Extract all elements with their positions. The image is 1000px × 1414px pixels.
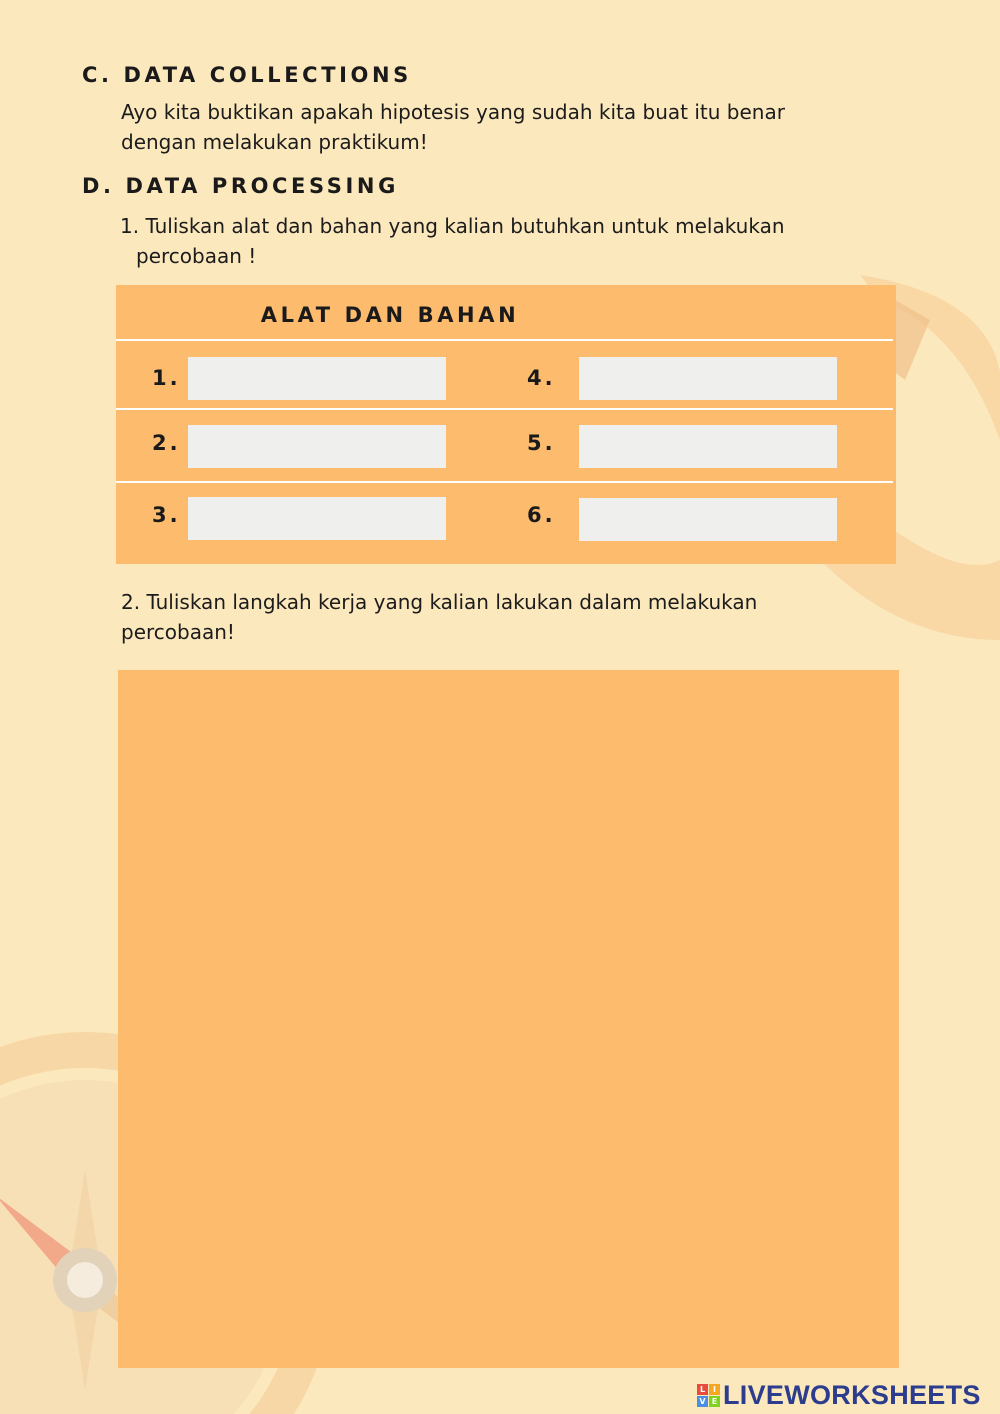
liveworksheets-logo-icon [697,1384,720,1407]
material-input-1[interactable] [188,357,446,400]
table-divider [116,339,893,341]
material-input-4[interactable] [579,357,837,400]
item-number-2: 2. [152,431,181,455]
section-c-text-line2: dengan melakukan praktikum! [121,130,428,154]
material-input-3[interactable] [188,497,446,540]
section-c-text-line1: Ayo kita buktikan apakah hipotesis yang sudah kita buat itu benar [121,100,785,124]
procedure-answer-field[interactable] [118,670,899,1368]
material-input-5[interactable] [579,425,837,468]
material-input-6[interactable] [579,498,837,541]
question-1-line1: 1. Tuliskan alat dan bahan yang kalian butuhkan untuk melakukan [120,214,785,238]
logo-letter: I [709,1384,720,1395]
item-number-3: 3. [152,503,181,527]
logo-letter: L [697,1384,708,1395]
logo-letter: V [697,1396,708,1407]
section-c-heading: C. DATA COLLECTIONS [82,63,412,87]
question-2-line2: percobaan! [121,620,235,644]
question-1-line2: percobaan ! [136,244,257,268]
question-2-line1: 2. Tuliskan langkah kerja yang kalian lakukan dalam melakukan [121,590,758,614]
logo-letter: E [709,1396,720,1407]
material-input-2[interactable] [188,425,446,468]
table-divider [116,481,893,483]
liveworksheets-logo-text: LIVEWORKSHEETS [723,1379,981,1410]
item-number-1: 1. [152,366,181,390]
item-number-6: 6. [527,503,556,527]
item-number-5: 5. [527,431,556,455]
section-d-heading: D. DATA PROCESSING [82,174,399,198]
materials-table-title: ALAT DAN BAHAN [260,303,520,327]
table-divider [116,408,893,410]
liveworksheets-logo [697,1381,981,1409]
item-number-4: 4. [527,366,556,390]
